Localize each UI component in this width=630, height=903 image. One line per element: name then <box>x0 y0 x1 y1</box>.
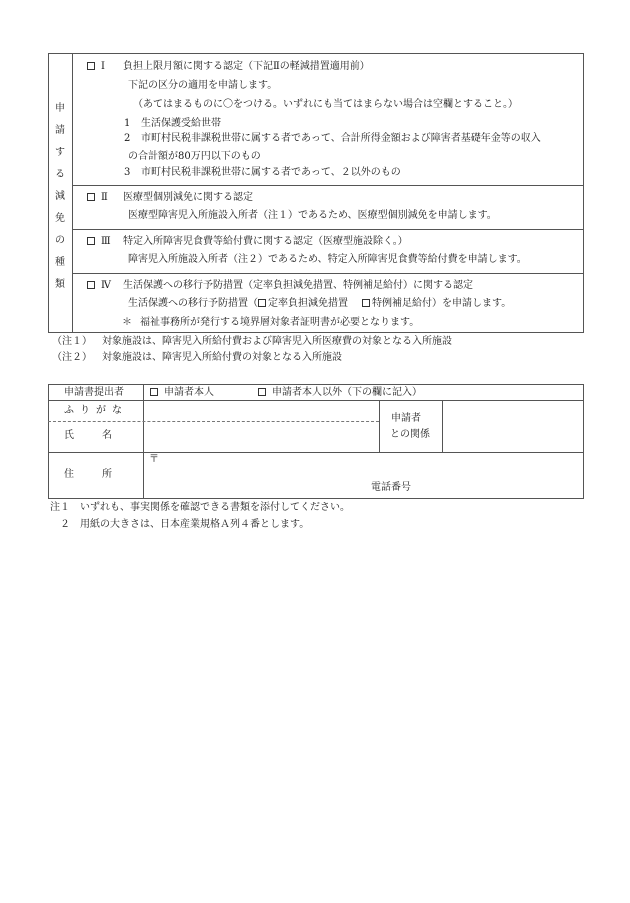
side-label-char-6: 免 <box>55 213 65 224</box>
relation-label-line2: との関係 <box>390 429 430 440</box>
item4-header <box>87 280 473 292</box>
item2-title: 医療型個別減免に関する認定 <box>123 192 253 203</box>
side-label-char-5: 減 <box>55 191 65 202</box>
item2-header <box>87 192 253 204</box>
footnote-1-label: 注１ <box>50 502 70 513</box>
name-row-divider <box>48 452 584 453</box>
item1-option2-text: 市町村民税非課税世帯に属する者であって、合計所得金額および障害者基礎年金等の収入 <box>141 133 541 144</box>
side-label-divider <box>72 53 73 333</box>
item1-option2-number: 2 <box>124 133 131 144</box>
footnote-2-text: 用紙の大きさは、日本産業規格Ａ列４番とします。 <box>80 519 310 530</box>
item4-fixed-rate-label: 定率負担減免措置 <box>268 298 348 309</box>
footnote-1 <box>50 502 350 514</box>
item3-title: 特定入所障害児食費等給付費に関する認定（医療型施設除く。） <box>123 236 408 247</box>
side-label-char-4: る <box>55 169 65 180</box>
item4-note-mark: ＊ <box>122 317 132 328</box>
item4-note-text: 福祉事務所が発行する境界層対象者証明書が必要となります。 <box>140 317 420 328</box>
label-column-divider <box>143 384 144 499</box>
address-label: 住所 <box>64 469 140 480</box>
self-checkbox[interactable] <box>150 388 158 396</box>
item3-checkbox[interactable] <box>87 237 95 245</box>
side-label-char-1: 申 <box>55 103 65 114</box>
footnote-1-text: いずれも、事実関係を確認できる書類を添付してください。 <box>80 502 350 513</box>
item4-fixed-rate-checkbox[interactable] <box>258 299 266 307</box>
item1-header <box>87 61 370 73</box>
note-2-label: （注２） <box>52 352 92 363</box>
item4-numeral: Ⅳ <box>101 280 111 291</box>
note-1 <box>52 336 452 348</box>
side-label-char-2: 請 <box>55 125 65 136</box>
item2-numeral: Ⅱ <box>101 192 108 203</box>
other-checkbox[interactable] <box>258 388 266 396</box>
note-2 <box>52 352 342 364</box>
submitter-row-divider <box>48 400 584 401</box>
self-label: 申請者本人 <box>164 387 214 398</box>
item3-header <box>87 236 408 248</box>
item1-title: 負担上限月額に関する認定（下記Ⅱの軽減措置適用前） <box>123 61 370 72</box>
name-label: 氏名 <box>64 430 140 441</box>
item2-line1: 医療型障害児入所施設入所者（注１）であるため、医療型個別減免を申請します。 <box>128 210 497 221</box>
relation-right-divider <box>442 400 443 452</box>
item1-line2: （あてはまるものに〇をつける。いずれにも当てはまらない場合は空欄とすること。） <box>133 99 518 110</box>
relation-left-divider <box>379 400 380 452</box>
submitter-label: 申請書提出者 <box>64 387 124 398</box>
item1-checkbox[interactable] <box>87 62 95 70</box>
note-2-text: 対象施設は、障害児入所給付費の対象となる入所施設 <box>102 352 342 363</box>
item3-line1: 障害児入所施設入所者（注２）であるため、特定入所障害児食費等給付費を申請します。 <box>128 254 527 265</box>
item1-option1-text: 生活保護受給世帯 <box>141 118 221 129</box>
side-label-char-3: す <box>55 147 65 158</box>
item3-numeral: Ⅲ <box>101 236 111 247</box>
item4-line1-suffix: 特例補足給付）を申請します。 <box>372 298 512 309</box>
submitter-option-other[interactable] <box>258 387 422 399</box>
item1-option3 <box>124 167 401 179</box>
relation-label-line1: 申請者 <box>391 413 421 424</box>
side-label-char-7: の <box>55 235 65 246</box>
note-1-label: （注１） <box>52 336 92 347</box>
footnote-2-label: ２ <box>60 519 70 530</box>
other-label: 申請者本人以外（下の欄に記入） <box>272 387 422 398</box>
item1-option1-number: 1 <box>124 118 131 129</box>
item4-title: 生活保護への移行予防措置（定率負担減免措置、特例補足給付）に関する認定 <box>123 280 473 291</box>
item4-note <box>122 317 419 329</box>
item1-numeral: Ⅰ <box>101 61 105 72</box>
row-divider-1 <box>72 185 584 186</box>
phone-label: 電話番号 <box>371 482 411 493</box>
relation-input[interactable] <box>445 402 581 450</box>
item1-option2-continued: の合計額が80万円以下のもの <box>128 151 261 162</box>
item1-option3-number: 3 <box>124 167 131 178</box>
footnote-2 <box>50 519 309 531</box>
furigana-label: ふりがな <box>64 405 128 416</box>
submitter-option-self[interactable] <box>150 387 214 399</box>
item1-line1: 下記の区分の適用を申請します。 <box>128 80 278 91</box>
address-input[interactable] <box>160 455 580 477</box>
side-label-char-9: 類 <box>55 279 65 290</box>
note-1-text: 対象施設は、障害児入所給付費および障害児入所医療費の対象となる入所施設 <box>102 336 452 347</box>
item1-option2 <box>124 133 541 145</box>
name-input[interactable] <box>146 424 376 450</box>
row-divider-2 <box>72 229 584 230</box>
item4-line1 <box>128 298 511 310</box>
item4-line1-prefix: 生活保護への移行予防措置（ <box>128 298 258 309</box>
item4-checkbox[interactable] <box>87 281 95 289</box>
furigana-divider <box>48 421 379 422</box>
item1-option3-text: 市町村民税非課税世帯に属する者であって、２以外のもの <box>141 167 401 178</box>
item2-checkbox[interactable] <box>87 193 95 201</box>
furigana-input[interactable] <box>146 402 376 419</box>
side-label-char-8: 種 <box>55 257 65 268</box>
row-divider-3 <box>72 273 584 274</box>
item1-option1 <box>124 118 221 130</box>
postal-mark: 〒 <box>149 454 159 465</box>
item4-special-benefit-checkbox[interactable] <box>362 299 370 307</box>
